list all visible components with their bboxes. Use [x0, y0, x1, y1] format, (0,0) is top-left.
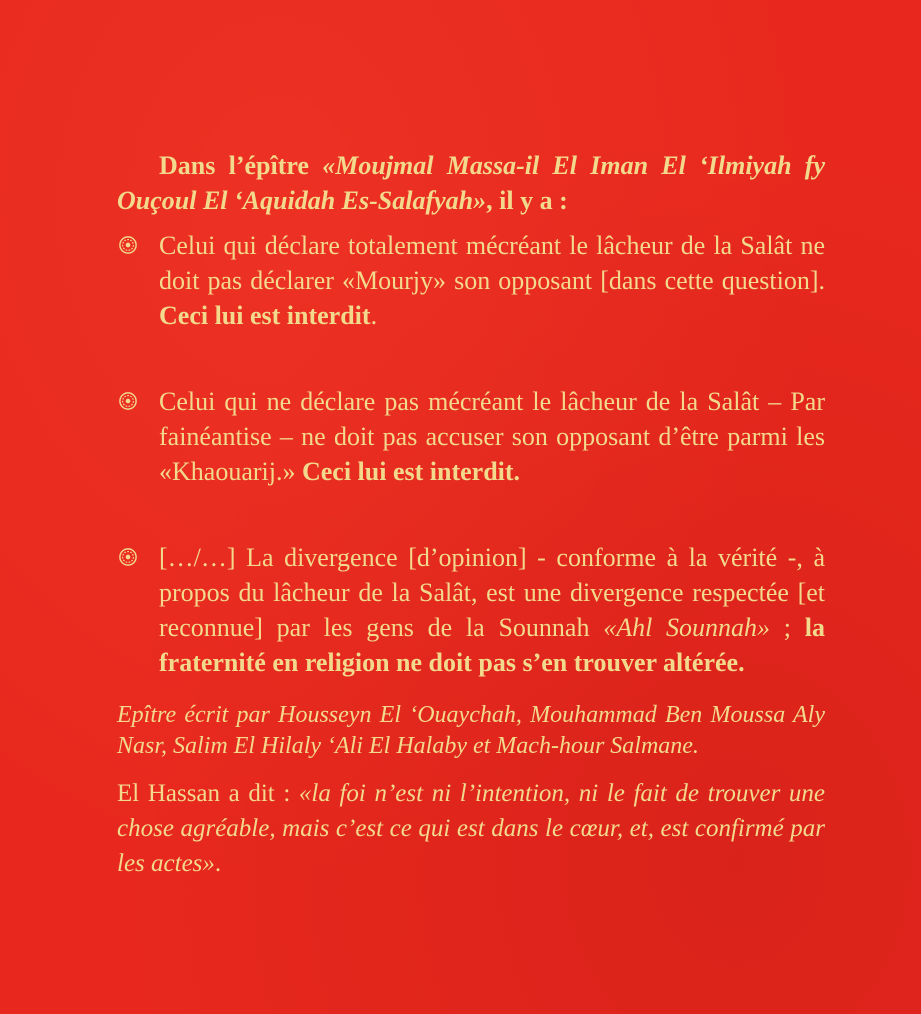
- hassan-quote: [117, 776, 825, 881]
- flower-ornament-icon: [119, 236, 137, 254]
- quote-text: «la foi n’est ni l’intention, ni le fait de trouver une chose agréable, mais c’est ce qui est dans le cœur, et, est confirmé par les actes»: [117, 780, 826, 877]
- bullet-emphasis: Ceci lui est interdit.: [301, 457, 521, 486]
- flower-ornament-icon: [119, 548, 137, 566]
- bullet-item: [117, 540, 825, 680]
- bullet-item: [117, 384, 825, 489]
- intro-tail: , il y a :: [486, 186, 568, 215]
- bullet-italic: «Ahl Sounnah»: [603, 613, 771, 642]
- bullet-end: .: [370, 301, 378, 330]
- epistle-title: «Moujmal Massa-il El Iman El ‘Ilmiyah fy Ouçoul El ‘Aquidah Es-Salafyah»: [117, 151, 825, 215]
- bullet-item: [117, 228, 825, 333]
- authors-credit: Epître écrit par Housseyn El ‘Ouaychah, Mouhammad Ben Moussa Aly Nasr, Salim El Hilaly ‘Ali El Halaby et Mach-hour Salmane.: [117, 702, 825, 759]
- bullet-separator: ;: [770, 613, 805, 642]
- cover-text: [117, 148, 825, 881]
- flower-ornament-icon: [119, 392, 137, 410]
- bullet-text: Celui qui déclare totalement mécréant le lâcheur de la Salât ne doit pas déclarer «Mourjy» son opposant [dans cette question].: [159, 231, 825, 295]
- quote-lead: El Hassan a dit :: [117, 780, 299, 807]
- bullet-emphasis: la fraternité en religion ne doit pas s’en trouver altérée.: [159, 613, 825, 677]
- bullet-text: […/…] La divergence [d’opinion] - conforme à la vérité -, à propos du lâcheur de la Salât, est une divergence respectée [et reconnue] par les gens de la Sounnah: [159, 543, 825, 642]
- bullet-text: Celui qui ne déclare pas mécréant le lâcheur de la Salât – Par fainéantise – ne doit pas accuser son opposant d’être parmi les «Khaouarij.»: [159, 387, 825, 486]
- bullet-emphasis: Ceci lui est interdit: [159, 301, 371, 330]
- intro-lead: Dans l’épître: [159, 151, 323, 180]
- intro-paragraph: [117, 148, 825, 218]
- quote-end: .: [214, 850, 222, 877]
